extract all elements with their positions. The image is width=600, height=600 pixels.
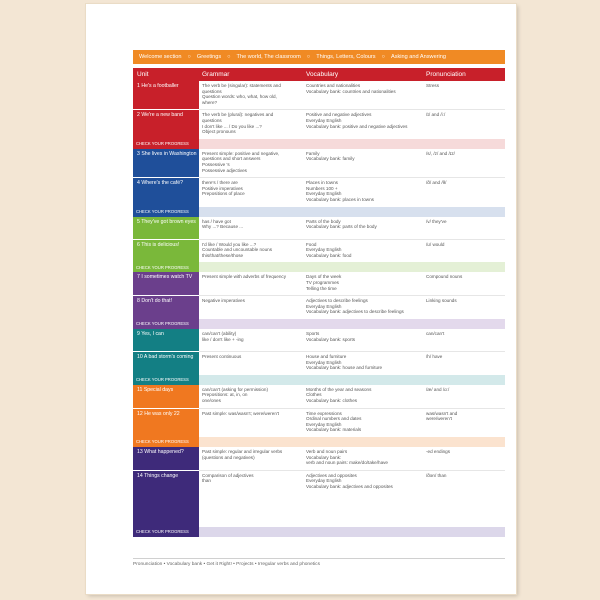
cell-line: like / don't like + -ing — [202, 336, 244, 342]
grammar-cell — [199, 385, 303, 408]
check-progress-band — [199, 139, 505, 149]
cell-line: Past simple: was/wasn't; were/weren't — [202, 410, 280, 416]
pronunciation-cell — [423, 296, 505, 319]
grammar-cell — [199, 329, 303, 351]
cell-line: /æ/ and /ɑː/ — [426, 386, 450, 392]
unit-title: 1 He's a footballer — [133, 81, 199, 109]
grammar-cell — [199, 240, 303, 263]
cell-line: Vocabulary bank: family — [306, 156, 355, 162]
header-vocabulary: Vocabulary — [306, 71, 339, 78]
cell-line: Vocabulary bank: positive and negative adjectives — [306, 123, 408, 129]
check-progress-band — [199, 375, 505, 385]
topbar-item: The world, The classroom — [236, 54, 301, 60]
unit-row — [133, 471, 505, 527]
pronunciation-cell — [423, 81, 505, 109]
topbar-separator-icon: ○ — [381, 54, 385, 60]
unit-title: 14 Things change — [133, 471, 199, 527]
cell-line: Vocabulary bank: materials — [306, 427, 362, 433]
cell-line: Question words: who, what, how old, — [202, 94, 277, 100]
unit-title: 11 Special days — [133, 385, 199, 408]
cell-line: Possessive adjectives — [202, 167, 247, 173]
cell-line: one/ones — [202, 397, 221, 403]
cell-line: /ɪ/ and /iː/ — [426, 112, 446, 118]
check-progress-row — [133, 375, 505, 385]
vocabulary-cell — [303, 471, 423, 527]
cell-line: Positive and negative adjectives — [306, 112, 372, 118]
cell-line: /ʊ/ would — [426, 241, 445, 247]
unit-row — [133, 447, 505, 470]
unit-row — [133, 81, 505, 109]
cell-line: House and furniture — [306, 353, 347, 359]
cell-line: Compound nouns — [426, 274, 463, 280]
cell-line: there's / there are — [202, 180, 238, 186]
check-progress-row — [133, 139, 505, 149]
cell-line: Vocabulary bank: — [306, 454, 342, 460]
unit-row — [133, 178, 505, 206]
cell-line: Parts of the body — [306, 218, 341, 224]
cell-line: Vocabulary bank: adjectives and opposites — [306, 483, 393, 489]
vocabulary-cell — [303, 81, 423, 109]
cell-line: Countable and uncountable nouns — [202, 247, 272, 253]
cell-line: /ðən/ than — [426, 472, 447, 478]
check-progress-label: CHECK YOUR PROGRESS — [133, 437, 199, 447]
cell-line: Countries and nationalities — [306, 83, 361, 88]
pronunciation-cell — [423, 217, 505, 239]
unit-row — [133, 352, 505, 375]
topbar-separator-icon: ○ — [306, 54, 311, 60]
cell-line: Days of the week — [306, 274, 342, 280]
vocabulary-cell — [303, 409, 423, 437]
pronunciation-cell — [423, 409, 505, 437]
cell-line: Vocabulary bank: food — [306, 252, 352, 258]
unit-title: 10 A bad storm's coming — [133, 352, 199, 375]
grammar-cell — [199, 178, 303, 206]
grammar-cell — [199, 149, 303, 177]
vocabulary-cell — [303, 296, 423, 319]
cell-line: Adjectives to describe feelings — [306, 298, 368, 304]
cell-line: Adjectives and opposites — [306, 472, 357, 478]
vocabulary-cell — [303, 447, 423, 470]
cell-line: was/wasn't and — [426, 410, 458, 416]
cell-line: Verb and noun pairs — [306, 448, 348, 454]
cell-line: where? — [202, 99, 218, 105]
footer-links: Pronunciation • Vocabulary bank • Get it Right! • Projects • Irregular verbs and phonetics — [133, 558, 505, 567]
grammar-cell — [199, 217, 303, 239]
cell-line: Vocabulary bank: parts of the body — [306, 224, 377, 230]
vocabulary-cell — [303, 149, 423, 177]
topbar-separator-icon: ○ — [187, 54, 191, 60]
unit-title: 7 I sometimes watch TV — [133, 272, 199, 295]
check-progress-label: CHECK YOUR PROGRESS — [133, 375, 199, 385]
cell-line: than — [202, 478, 211, 484]
cell-line: /ð/ and /θ/ — [426, 180, 447, 186]
check-progress-row — [133, 207, 505, 217]
cell-line: were/weren't — [426, 416, 452, 422]
cell-line: Numbers 100 + — [306, 185, 338, 191]
pronunciation-cell — [423, 272, 505, 295]
unit-row — [133, 329, 505, 351]
cell-line: /s/, /z/ and /ɪz/ — [426, 150, 455, 156]
header-grammar: Grammar — [202, 71, 230, 78]
cell-line: Vocabulary bank: adjectives to describe feelings — [306, 309, 404, 315]
check-progress-band — [199, 437, 505, 447]
cell-line: Places in towns — [306, 180, 338, 186]
topbar-item: Greetings — [196, 54, 222, 60]
cell-line: I'd like / Would you like ...? — [202, 241, 257, 247]
cell-line: Negative imperatives — [202, 298, 245, 304]
cell-line: I don't like ... / Do you like ...? — [202, 123, 262, 129]
cell-line: this/that/these/those — [202, 252, 244, 258]
cell-line: Everyday English — [306, 359, 342, 365]
cell-line: Why ...? Because ... — [202, 224, 244, 230]
pronunciation-cell — [423, 149, 505, 177]
unit-title: 5 They've got brown eyes — [133, 217, 199, 239]
cell-line: Everyday English — [306, 303, 342, 309]
grammar-cell — [199, 471, 303, 527]
check-progress-row — [133, 527, 505, 537]
cell-line: Months of the year and seasons — [306, 386, 372, 392]
table-header — [133, 68, 505, 81]
cell-line: questions — [202, 88, 222, 94]
check-progress-band — [199, 527, 505, 537]
vocabulary-cell — [303, 352, 423, 375]
grammar-cell — [199, 110, 303, 138]
vocabulary-cell — [303, 240, 423, 263]
table-body — [133, 81, 505, 537]
check-progress-row — [133, 319, 505, 329]
cell-line: TV programmes — [306, 279, 339, 285]
cell-line: Present simple with adverbs of frequency — [202, 274, 287, 280]
check-progress-band — [199, 207, 505, 217]
cell-line: has / have got — [202, 218, 231, 224]
pronunciation-cell — [423, 471, 505, 527]
cell-line: Everyday English — [306, 247, 342, 253]
cell-line: Everyday English — [306, 117, 342, 123]
header-unit: Unit — [137, 71, 149, 78]
check-progress-label: CHECK YOUR PROGRESS — [133, 262, 199, 272]
header-pronunciation: Pronunciation — [426, 71, 466, 78]
welcome-section-bar — [133, 50, 505, 64]
topbar-separator-icon: ○ — [227, 54, 231, 60]
vocabulary-cell — [303, 178, 423, 206]
cell-line: Positive imperatives — [202, 185, 243, 191]
cell-line: can/can't (asking for permission) — [202, 386, 268, 392]
unit-title: 2 We're a new band — [133, 110, 199, 138]
cell-line: Vocabulary bank: house and furniture — [306, 365, 383, 371]
cell-line: /h/ have — [426, 353, 443, 359]
cell-line: Telling the time — [306, 285, 337, 291]
unit-row — [133, 272, 505, 295]
topbar-item: Things, Letters, Colours — [316, 54, 376, 60]
cell-line: Stress — [426, 83, 440, 88]
check-progress-label: CHECK YOUR PROGRESS — [133, 319, 199, 329]
cell-line: Clothes — [306, 392, 322, 398]
cell-line: can/can't (ability) — [202, 330, 237, 336]
cell-line: -ed endings — [426, 448, 451, 454]
grammar-cell — [199, 409, 303, 437]
cell-line: Food — [306, 241, 317, 247]
grammar-cell — [199, 447, 303, 470]
vocabulary-cell — [303, 272, 423, 295]
vocabulary-cell — [303, 329, 423, 351]
unit-title: 13 What happened? — [133, 447, 199, 470]
pronunciation-cell — [423, 352, 505, 375]
pronunciation-cell — [423, 447, 505, 470]
cell-line: Ordinal numbers and dates — [306, 416, 362, 422]
cell-line: questions — [202, 117, 222, 123]
cell-line: Object pronouns — [202, 129, 236, 135]
pronunciation-cell — [423, 178, 505, 206]
grammar-cell — [199, 81, 303, 109]
topbar-item: Welcome section — [139, 54, 182, 60]
cell-line: Vocabulary bank: sports — [306, 336, 356, 342]
cell-line: Vocabulary bank: clothes — [306, 397, 358, 403]
check-progress-band — [199, 262, 505, 272]
cell-line: questions and short answers — [202, 156, 261, 162]
grammar-cell — [199, 296, 303, 319]
cell-line: Everyday English — [306, 421, 342, 427]
check-progress-row — [133, 262, 505, 272]
cell-line: Present continuous — [202, 353, 242, 359]
contents-page — [86, 4, 516, 594]
check-progress-label: CHECK YOUR PROGRESS — [133, 527, 199, 537]
cell-line: Vocabulary bank: countries and nationalities — [306, 88, 396, 94]
topbar-item: Asking and Answering — [390, 54, 447, 60]
unit-title: 3 She lives in Washington — [133, 149, 199, 177]
cell-line: Prepositions: at, in, on — [202, 392, 248, 398]
vocabulary-cell — [303, 385, 423, 408]
cell-line: (questions and negatives) — [202, 454, 255, 460]
pronunciation-cell — [423, 240, 505, 263]
check-progress-label: CHECK YOUR PROGRESS — [133, 207, 199, 217]
unit-row — [133, 385, 505, 408]
check-progress-label: CHECK YOUR PROGRESS — [133, 139, 199, 149]
vocabulary-cell — [303, 217, 423, 239]
pronunciation-cell — [423, 385, 505, 408]
unit-title: 4 Where's the café? — [133, 178, 199, 206]
cell-line: /v/ they've — [426, 218, 447, 224]
cell-line: Present simple: positive and negative, — [202, 150, 280, 156]
vocabulary-cell — [303, 110, 423, 138]
unit-row — [133, 217, 505, 239]
cell-line: verb and noun pairs: make/do/take/have — [306, 460, 388, 466]
check-progress-row — [133, 437, 505, 447]
cell-line: Past simple: regular and irregular verbs — [202, 448, 283, 454]
contents-table — [133, 68, 505, 537]
unit-row — [133, 110, 505, 138]
cell-line: Vocabulary bank: places in towns — [306, 196, 374, 202]
unit-title: 6 This is delicious! — [133, 240, 199, 263]
unit-title: 9 Yes, I can — [133, 329, 199, 351]
cell-line: The verb be (singular): statements and — [202, 83, 281, 88]
cell-line: Time expressions — [306, 410, 342, 416]
cell-line: Comparison of adjectives — [202, 472, 254, 478]
grammar-cell — [199, 272, 303, 295]
unit-row — [133, 149, 505, 177]
cell-line: Possessive 's — [202, 161, 230, 167]
unit-row — [133, 296, 505, 319]
cell-line: The verb be (plural): negatives and — [202, 112, 274, 118]
cell-line: Family — [306, 150, 320, 156]
cell-line: Everyday English — [306, 191, 342, 197]
cell-line: Sports — [306, 330, 320, 336]
unit-title: 8 Don't do that! — [133, 296, 199, 319]
pronunciation-cell — [423, 329, 505, 351]
grammar-cell — [199, 352, 303, 375]
unit-row — [133, 409, 505, 437]
cell-line: Everyday English — [306, 478, 342, 484]
cell-line: Prepositions of place — [202, 191, 245, 197]
cell-line: Linking sounds — [426, 298, 457, 304]
unit-title: 12 He was only 22 — [133, 409, 199, 437]
unit-row — [133, 240, 505, 263]
pronunciation-cell — [423, 110, 505, 138]
check-progress-band — [199, 319, 505, 329]
cell-line: can/can't — [426, 330, 445, 336]
